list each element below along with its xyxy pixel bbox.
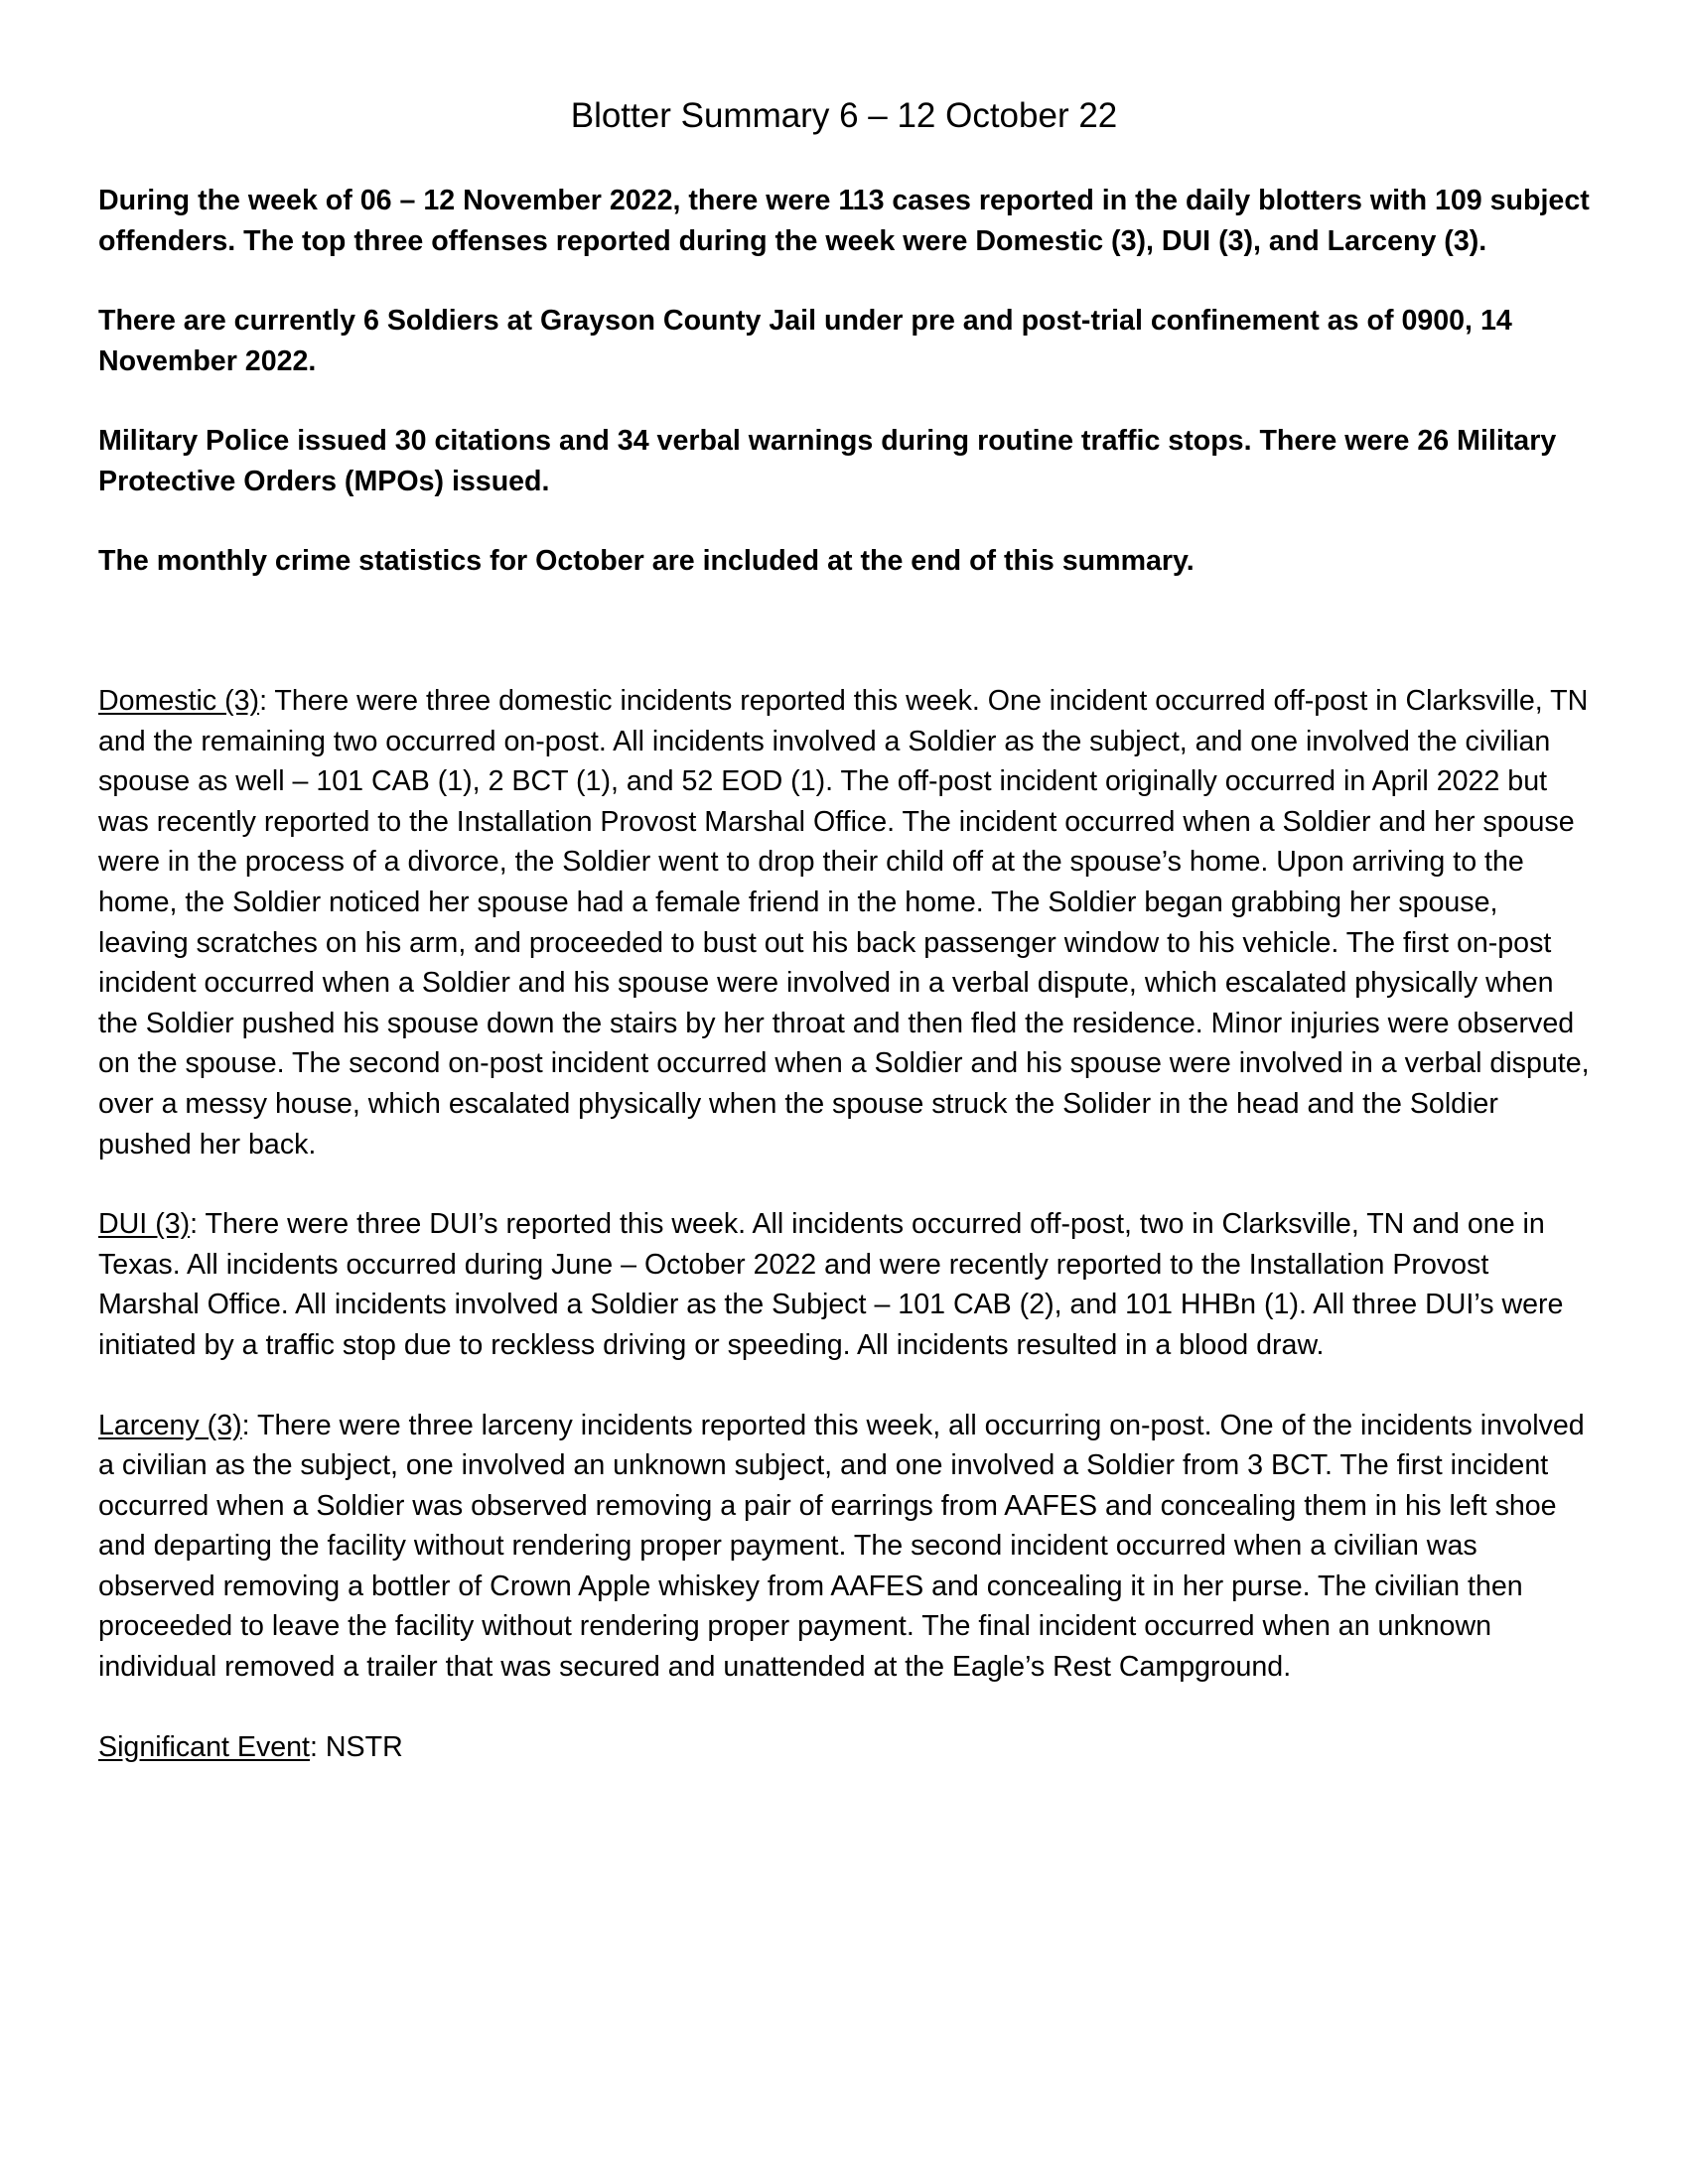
summary-statistics-paragraph: The monthly crime statistics for October are included at the end of this summary. — [98, 545, 1195, 577]
domestic-section — [98, 681, 1590, 1164]
dui-section — [98, 1204, 1590, 1365]
summary-cases-paragraph: During the week of 06 – 12 November 2022, there were 113 cases reported in the daily blotters with 109 subject offenders. The top three offenses reported during the week were Domestic (3), DUI (3), and Larceny (3). — [98, 185, 1590, 257]
larceny-body: : There were three larceny incidents reported this week, all occurring on-post. One of the incidents involved a civilian as the subject, one involved an unknown subject, and one involved a Soldier from 3 BCT. The first incident occurred when a Soldier was observed removing a pair of earrings from AAFES and concealing them in his left shoe and departing the facility without rendering proper payment. The second incident occurred when a civilian was observed removing a bottler of Crown Apple whiskey from AAFES and concealing it in her purse. The civilian then proceeded to leave the facility without rendering proper payment. The final incident occurred when an unknown individual removed a trailer that was secured and unattended at the Eagle’s Rest Campground. — [98, 1409, 1585, 1684]
domestic-body: : There were three domestic incidents reported this week. One incident occurred off-post in Clarksville, TN and the remaining two occurred on-post. All incidents involved a Soldier as the subject, and one involved the civilian spouse as well – 101 CAB (1), 2 BCT (1), and 52 EOD (1). The off-post incident originally occurred in April 2022 but was recently reported to the Installation Provost Marshal Office. The incident occurred when a Soldier and her spouse were in the process of a divorce, the Soldier went to drop their child off at the spouse’s home. Upon arriving to the home, the Soldier noticed her spouse had a female friend in the home. The Soldier began grabbing her spouse, leaving scratches on his arm, and proceeded to bust out his back passenger window to his vehicle. The first on-post incident occurred when a Soldier and his spouse were involved in a verbal dispute, which escalated physically when the Soldier pushed his spouse down the stairs by her throat and then fled the residence. Minor injuries were observed on the spouse. The second on-post incident occurred when a Soldier and his spouse were involved in a verbal dispute, over a messy house, which escalated physically when the spouse struck the Solider in the head and the Soldier pushed her back. — [98, 685, 1590, 1160]
dui-body: : There were three DUI’s reported this week. All incidents occurred off-post, two in Clarksville, TN and one in Texas. All incidents occurred during June – October 2022 and were recently reported to the Installation Provost Marshal Office. All incidents involved a Soldier as the Subject – 101 CAB (2), and 101 HHBn (1). All three DUI’s were initiated by a traffic stop due to reckless driving or speeding. All incidents resulted in a blood draw. — [98, 1208, 1564, 1361]
summary-citations-paragraph: Military Police issued 30 citations and 34 verbal warnings during routine traffic stops. There were 26 Military Protective Orders (MPOs) issued. — [98, 425, 1557, 497]
section-spacer — [98, 620, 1590, 681]
larceny-section — [98, 1406, 1590, 1688]
significant-event-body: : NSTR — [310, 1730, 403, 1763]
dui-heading: DUI (3) — [98, 1208, 191, 1241]
significant-event-section — [98, 1727, 1590, 1768]
significant-event-heading: Significant Event — [98, 1730, 310, 1763]
larceny-heading: Larceny (3) — [98, 1409, 242, 1441]
page-title: Blotter Summary 6 – 12 October 22 — [570, 96, 1118, 135]
summary-confinement-paragraph: There are currently 6 Soldiers at Grayson County Jail under pre and post-trial confinement as of 0900, 14 November 2022. — [98, 305, 1512, 377]
document-page — [98, 95, 1590, 1807]
domestic-heading: Domestic (3) — [98, 685, 260, 717]
